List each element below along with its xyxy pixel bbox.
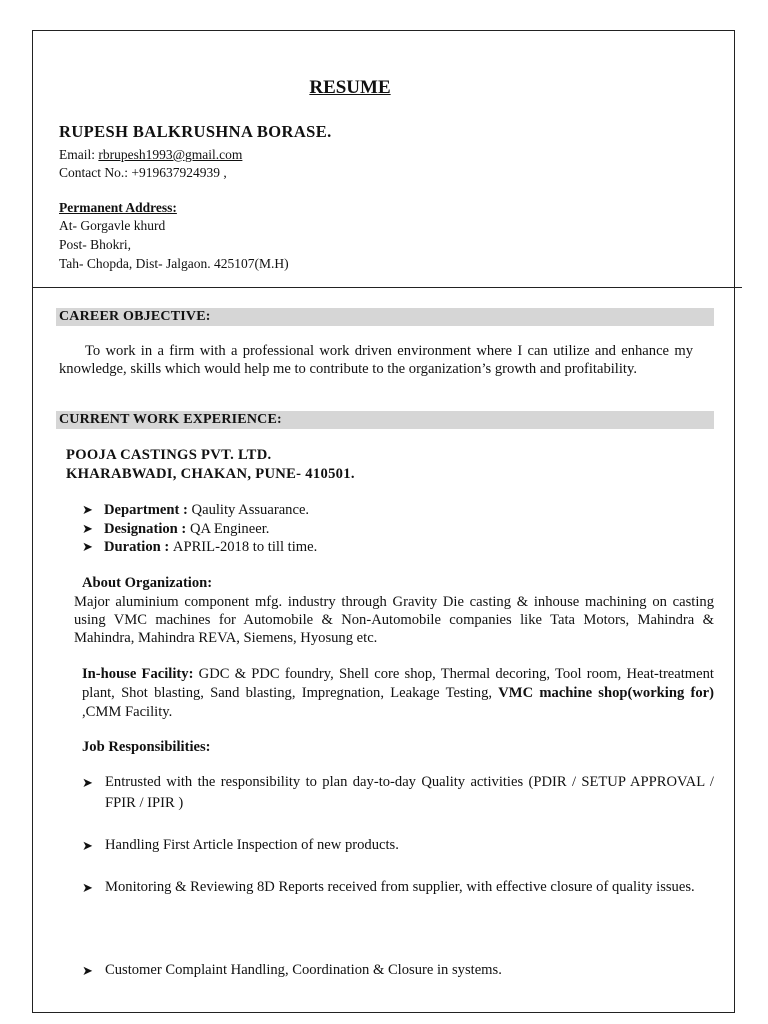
address-line: Post- Bhokri,: [59, 237, 132, 252]
detail-value: Qaulity Assuarance.: [191, 502, 310, 518]
about-organization-text: Major aluminium component mfg. industry through Gravity Die casting & inhouse machining on casting using VMC machines for Automobile & Non-Automobile companies like Tata Motors, Mahindra & Mahindra, Mahindra REVA, Siemens, Hyosung etc.: [74, 594, 714, 646]
responsibility-text: Handling First Article Inspection of new products.: [105, 837, 399, 853]
address-line: At- Gorgavle khurd: [59, 218, 166, 233]
detail-value: QA Engineer.: [189, 521, 270, 537]
career-objective-heading: CAREER OBJECTIVE:: [56, 308, 714, 326]
address-line: Tah- Chopda, Dist- Jalgaon. 425107(M.H): [59, 256, 289, 271]
arrow-bullet-icon: ➤: [82, 502, 93, 517]
email-line: [59, 146, 242, 164]
responsibility-text: Entrusted with the responsibility to plan day-to-day Quality activities (PDIR / SETUP APPROVAL / FPIR / IPIR ): [105, 774, 714, 811]
detail-duration: [82, 538, 317, 556]
facility-list: GDC & PDC foundry, Shell core shop, Thermal decoring, Tool room, Heat-treatment plant, Shot blasting, Sand blasting, Impregnation, Leakage Testing,: [82, 666, 714, 701]
responsibility-item: [82, 772, 714, 814]
candidate-name: RUPESH BALKRUSHNA BORASE.: [59, 122, 332, 141]
email-link[interactable]: rbrupesh1993@gmail.com: [98, 147, 243, 162]
about-organization-heading: About Organization:: [82, 575, 213, 591]
responsibility-item: [82, 835, 714, 856]
facility-label: In-house Facility:: [82, 666, 199, 682]
detail-value: APRIL-2018 to till time.: [172, 539, 318, 555]
work-experience-heading: CURRENT WORK EXPERIENCE:: [56, 411, 714, 429]
responsibility-item: [82, 877, 714, 898]
detail-department: [82, 501, 309, 519]
responsibility-item: [82, 960, 714, 981]
arrow-bullet-icon: ➤: [82, 521, 93, 536]
arrow-bullet-icon: ➤: [82, 963, 93, 978]
address-heading: Permanent Address:: [59, 200, 177, 215]
facility-tail: ,CMM Facility.: [82, 704, 173, 720]
responsibility-text: Monitoring & Reviewing 8D Reports received from supplier, with effective closure of quality issues.: [105, 879, 695, 895]
detail-label: Duration :: [104, 539, 173, 555]
arrow-bullet-icon: ➤: [82, 880, 93, 895]
facility-highlight: VMC machine shop(working for): [498, 685, 714, 701]
job-responsibilities-heading: Job Responsibilities:: [82, 739, 211, 755]
company-name: POOJA CASTINGS PVT. LTD.: [66, 447, 272, 463]
career-objective-text: To work in a firm with a professional work driven environment where I can utilize and enhance my knowledge, skills which would help me to contribute to the organization’s growth and profitability.: [59, 343, 693, 377]
detail-designation: [82, 520, 269, 538]
phone-line: Contact No.: +919637924939 ,: [59, 165, 227, 180]
inhouse-facility-text: [82, 665, 714, 722]
arrow-bullet-icon: ➤: [82, 775, 93, 790]
responsibility-text: Customer Complaint Handling, Coordination & Closure in systems.: [105, 962, 502, 978]
detail-label: Department :: [104, 502, 192, 518]
email-label: Email:: [59, 147, 99, 162]
arrow-bullet-icon: ➤: [82, 539, 93, 554]
company-location: KHARABWADI, CHAKAN, PUNE- 410501.: [66, 466, 355, 482]
arrow-bullet-icon: ➤: [82, 838, 93, 853]
page-title: RESUME: [309, 77, 391, 98]
detail-label: Designation :: [104, 521, 190, 537]
header-divider: [32, 287, 742, 288]
